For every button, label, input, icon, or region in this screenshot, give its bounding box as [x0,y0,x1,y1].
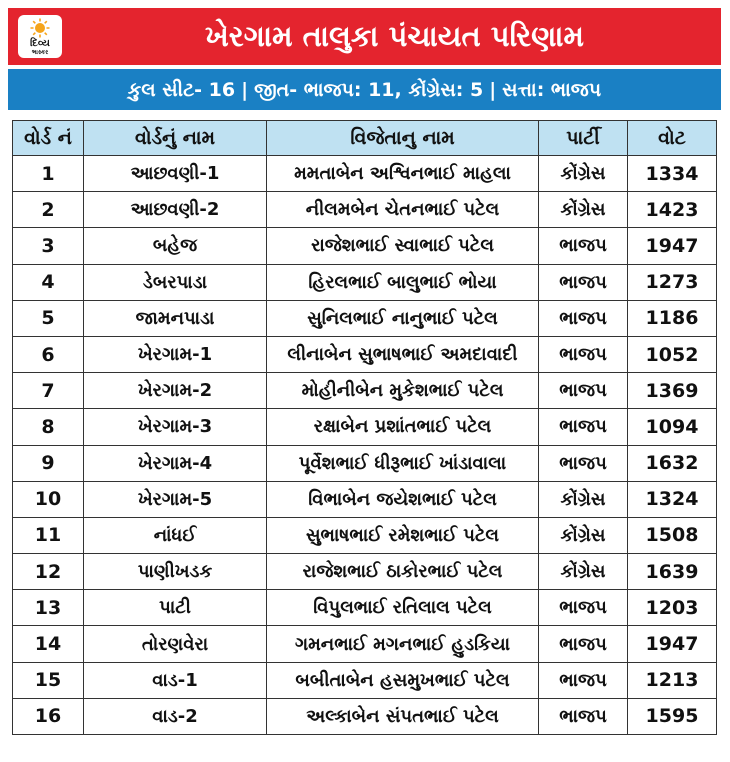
won-seats: જીત- ભાજપ: 11, કોંગ્રેસ: 5 [254,78,484,101]
divya-bhaskar-logo [18,15,62,58]
logo-text-2: ભાસ્કર [31,49,49,56]
cell-votes: 1324 [628,481,717,517]
cell-party: ભાજપ [539,662,628,698]
table-row [13,228,717,264]
cell-winner-name: લીનાબેન સુભાષભાઈ અમદાવાદી [267,336,539,372]
table-row [13,264,717,300]
cell-winner-name: નીલમબેન ચેતનભાઈ પટેલ [267,192,539,228]
cell-votes: 1947 [628,626,717,662]
col-ward-no: વોર્ડ નં [13,121,84,156]
cell-winner-name: રક્ષાબેન પ્રશાંતભાઈ પટેલ [267,409,539,445]
cell-votes: 1632 [628,445,717,481]
cell-party: ભાજપ [539,300,628,336]
cell-party: ભાજપ [539,336,628,372]
cell-party: ભાજપ [539,264,628,300]
cell-votes: 1186 [628,300,717,336]
infographic [8,8,721,758]
table-row [13,481,717,517]
cell-ward-no: 10 [13,481,84,517]
cell-party: ભાજપ [539,228,628,264]
cell-ward-name: ડેબરપાડા [84,264,267,300]
cell-ward-name: ખેરગામ-3 [84,409,267,445]
cell-winner-name: રાજેશભાઈ સ્વાભાઈ પટેલ [267,228,539,264]
table-row [13,156,717,192]
table-row [13,192,717,228]
sun-logo-icon [30,18,50,38]
cell-ward-name: ખેરગામ-5 [84,481,267,517]
cell-winner-name: ગમનભાઈ મગનભાઈ હુડકિયા [267,626,539,662]
total-seats: કુલ સીટ- 16 [127,78,236,101]
cell-winner-name: હિરલભાઈ બાલુભાઈ ભોયા [267,264,539,300]
cell-ward-no: 11 [13,517,84,553]
ruling-party: સત્તા: ભાજપ [502,78,602,101]
table-row [13,554,717,590]
cell-ward-no: 4 [13,264,84,300]
col-ward-name: વોર્ડનું નામ [84,121,267,156]
summary-bar [8,69,721,110]
cell-votes: 1213 [628,662,717,698]
table-row [13,626,717,662]
cell-ward-name: ખેરગામ-4 [84,445,267,481]
cell-winner-name: મમતાબેન અશ્વિનભાઈ માહલા [267,156,539,192]
cell-ward-no: 14 [13,626,84,662]
col-party: પાર્ટી [539,121,628,156]
cell-ward-no: 15 [13,662,84,698]
results-table [12,120,717,735]
table-row [13,336,717,372]
header-bar [8,8,721,65]
cell-winner-name: સુભાષભાઈ રમેશભાઈ પટેલ [267,517,539,553]
table-row [13,300,717,336]
cell-party: ભાજપ [539,698,628,734]
table-row [13,698,717,734]
cell-votes: 1508 [628,517,717,553]
cell-party: ભાજપ [539,409,628,445]
col-winner-name: વિજેતાનુ નામ [267,121,539,156]
cell-ward-name: તોરણવેરા [84,626,267,662]
cell-ward-no: 7 [13,373,84,409]
table-row [13,373,717,409]
cell-winner-name: રાજેશભાઈ ઠાકોરભાઈ પટેલ [267,554,539,590]
cell-ward-name: વાડ-1 [84,662,267,698]
cell-winner-name: પૂર્વેશભાઈ ધીરૂભાઈ ખાંડાવાલા [267,445,539,481]
cell-winner-name: વિભાબેન જયેશભાઈ પટેલ [267,481,539,517]
cell-party: ભાજપ [539,373,628,409]
table-row [13,590,717,626]
cell-party: ભાજપ [539,590,628,626]
cell-ward-no: 5 [13,300,84,336]
col-votes: વોટ [628,121,717,156]
cell-party: ભાજપ [539,445,628,481]
cell-votes: 1273 [628,264,717,300]
cell-ward-name: ખેરગામ-1 [84,336,267,372]
cell-ward-no: 1 [13,156,84,192]
page-title: ખેરગામ તાલુકા પંચાયત પરિણામ [204,19,585,53]
cell-ward-name: ખેરગામ-2 [84,373,267,409]
cell-ward-name: જામનપાડા [84,300,267,336]
table-row [13,409,717,445]
cell-ward-no: 12 [13,554,84,590]
cell-party: કોંગ્રેસ [539,156,628,192]
cell-votes: 1369 [628,373,717,409]
cell-ward-name: આછવણી-1 [84,156,267,192]
cell-ward-name: પાણીખડક [84,554,267,590]
cell-winner-name: સુનિલભાઈ નાનુભાઈ પટેલ [267,300,539,336]
logo-text-1: દિવ્ય [30,38,50,49]
cell-party: કોંગ્રેસ [539,481,628,517]
cell-ward-no: 3 [13,228,84,264]
cell-winner-name: વિપુલભાઈ રતિલાલ પટેલ [267,590,539,626]
cell-votes: 1423 [628,192,717,228]
cell-winner-name: બબીતાબેન હસમુખભાઈ પટેલ [267,662,539,698]
table-row [13,445,717,481]
cell-ward-no: 13 [13,590,84,626]
cell-party: કોંગ્રેસ [539,517,628,553]
cell-ward-name: આછવણી-2 [84,192,267,228]
cell-votes: 1639 [628,554,717,590]
cell-winner-name: અલ્કાબેન સંપતભાઈ પટેલ [267,698,539,734]
separator: | [241,78,249,101]
cell-ward-name: નાંધઈ [84,517,267,553]
table-row [13,662,717,698]
cell-ward-no: 2 [13,192,84,228]
cell-votes: 1052 [628,336,717,372]
cell-votes: 1334 [628,156,717,192]
cell-party: કોંગ્રેસ [539,192,628,228]
cell-winner-name: મોહીનીબેન મુકેશભાઈ પટેલ [267,373,539,409]
cell-votes: 1595 [628,698,717,734]
cell-ward-no: 8 [13,409,84,445]
cell-party: કોંગ્રેસ [539,554,628,590]
table-header-row [13,121,717,156]
cell-ward-name: બહેજ [84,228,267,264]
cell-ward-no: 9 [13,445,84,481]
cell-ward-name: વાડ-2 [84,698,267,734]
cell-votes: 1947 [628,228,717,264]
table-row [13,517,717,553]
cell-ward-name: પાટી [84,590,267,626]
cell-ward-no: 16 [13,698,84,734]
separator: | [489,78,497,101]
cell-votes: 1203 [628,590,717,626]
cell-ward-no: 6 [13,336,84,372]
cell-party: ભાજપ [539,626,628,662]
cell-votes: 1094 [628,409,717,445]
